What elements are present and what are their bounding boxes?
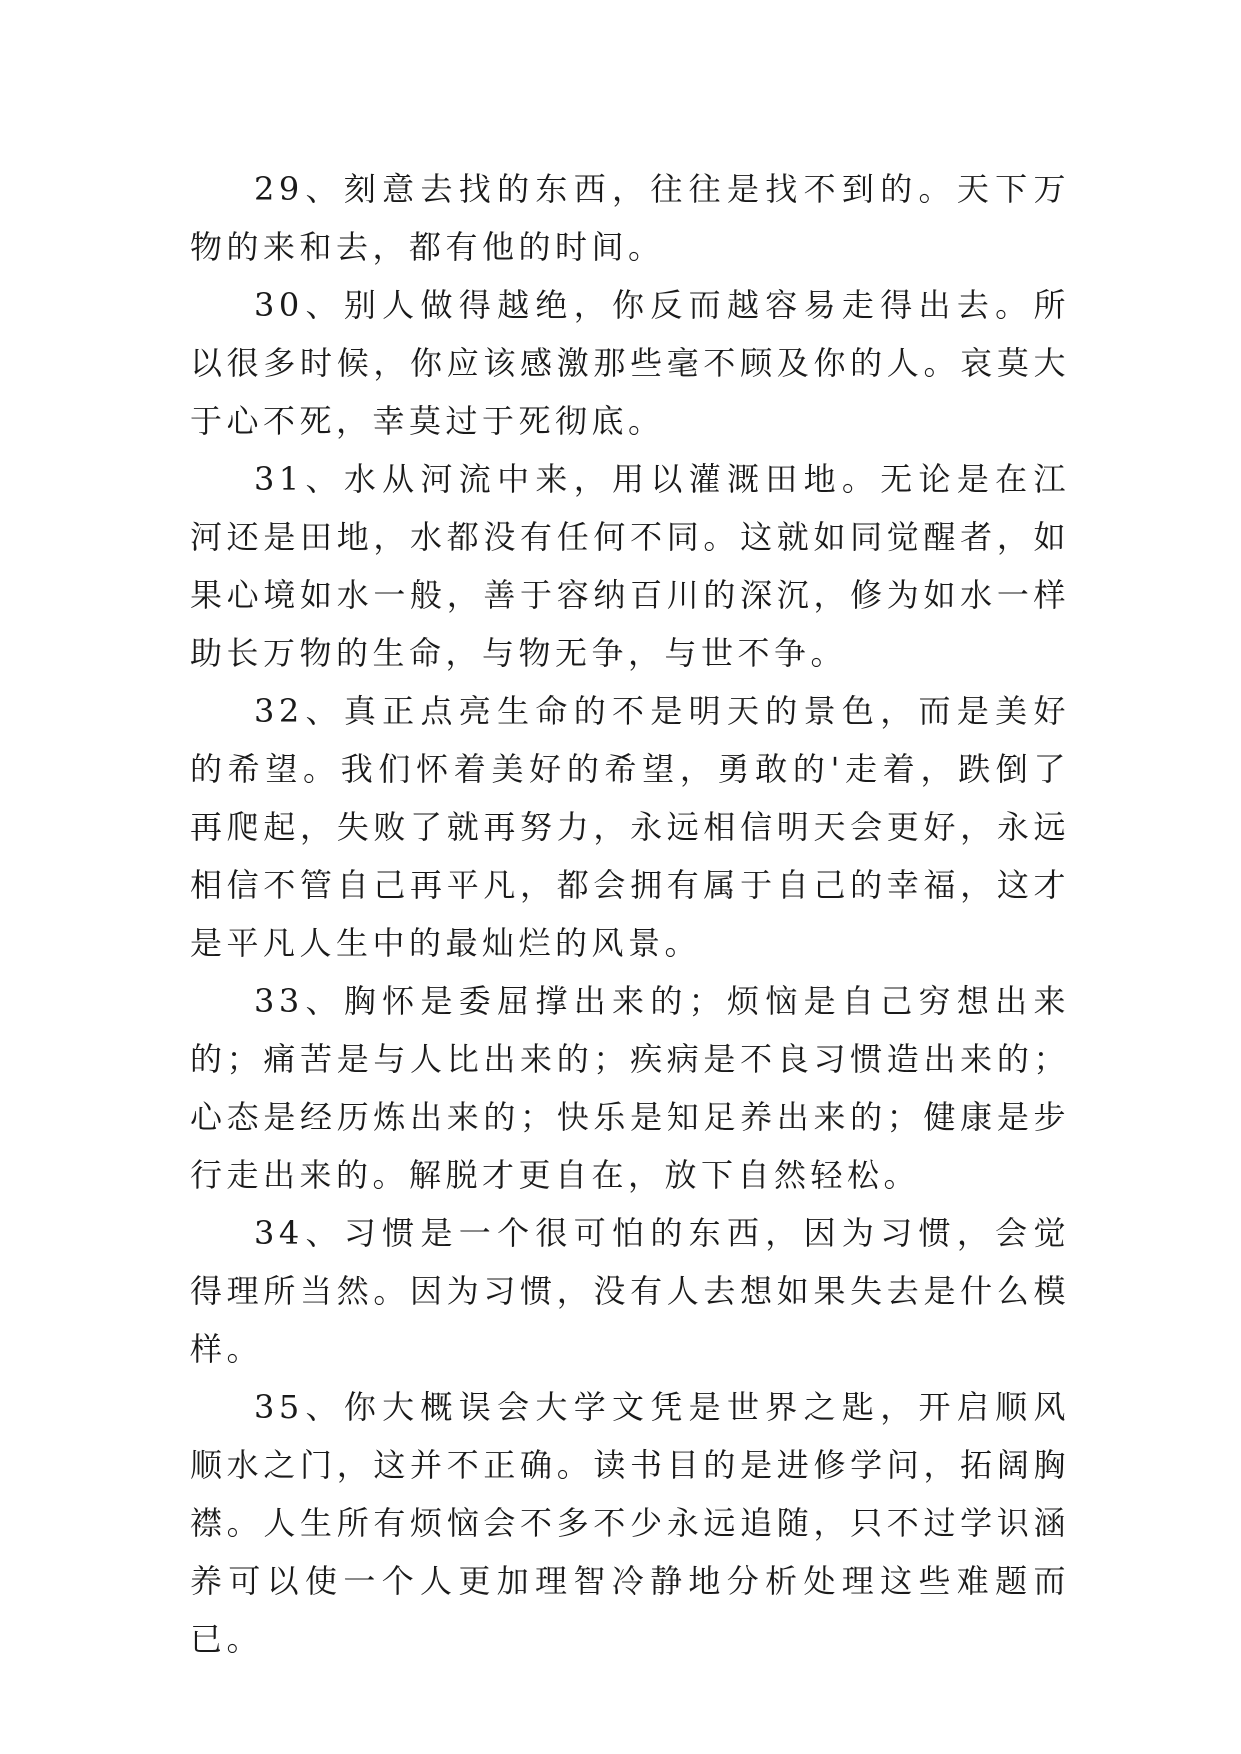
paragraph-34: 34、习惯是一个很可怕的东西，因为习惯，会觉得理所当然。因为习惯，没有人去想如果失去是什么模样。 — [190, 1214, 1070, 1368]
paragraph-33: 33、胸怀是委屈撑出来的；烦恼是自己穷想出来的；痛苦是与人比出来的；疾病是不良习惯造出来的；心态是经历炼出来的；快乐是知足养出来的；健康是步行走出来的。解脱才更自在，放下自然轻松。 — [190, 982, 1070, 1194]
paragraph-29: 29、刻意去找的东西，往往是找不到的。天下万物的来和去，都有他的时间。 — [190, 170, 1070, 266]
document-body — [190, 160, 1070, 1668]
paragraph-31: 31、水从河流中来，用以灌溉田地。无论是在江河还是田地，水都没有任何不同。这就如同觉醒者，如果心境如水一般，善于容纳百川的深沉，修为如水一样助长万物的生命，与物无争，与世不争。 — [190, 460, 1070, 672]
paragraph-32: 32、真正点亮生命的不是明天的景色，而是美好的希望。我们怀着美好的希望，勇敢的'走着，跌倒了再爬起，失败了就再努力，永远相信明天会更好，永远相信不管自己再平凡，都会拥有属于自己的幸福，这才是平凡人生中的最灿烂的风景。 — [190, 692, 1070, 962]
paragraph-30: 30、别人做得越绝，你反而越容易走得出去。所以很多时候，你应该感激那些毫不顾及你的人。哀莫大于心不死，幸莫过于死彻底。 — [190, 286, 1070, 440]
paragraph-35: 35、你大概误会大学文凭是世界之匙，开启顺风顺水之门，这并不正确。读书目的是进修学问，拓阔胸襟。人生所有烦恼会不多不少永远追随，只不过学识涵养可以使一个人更加理智冷静地分析处理这些难题而已。 — [190, 1388, 1070, 1658]
